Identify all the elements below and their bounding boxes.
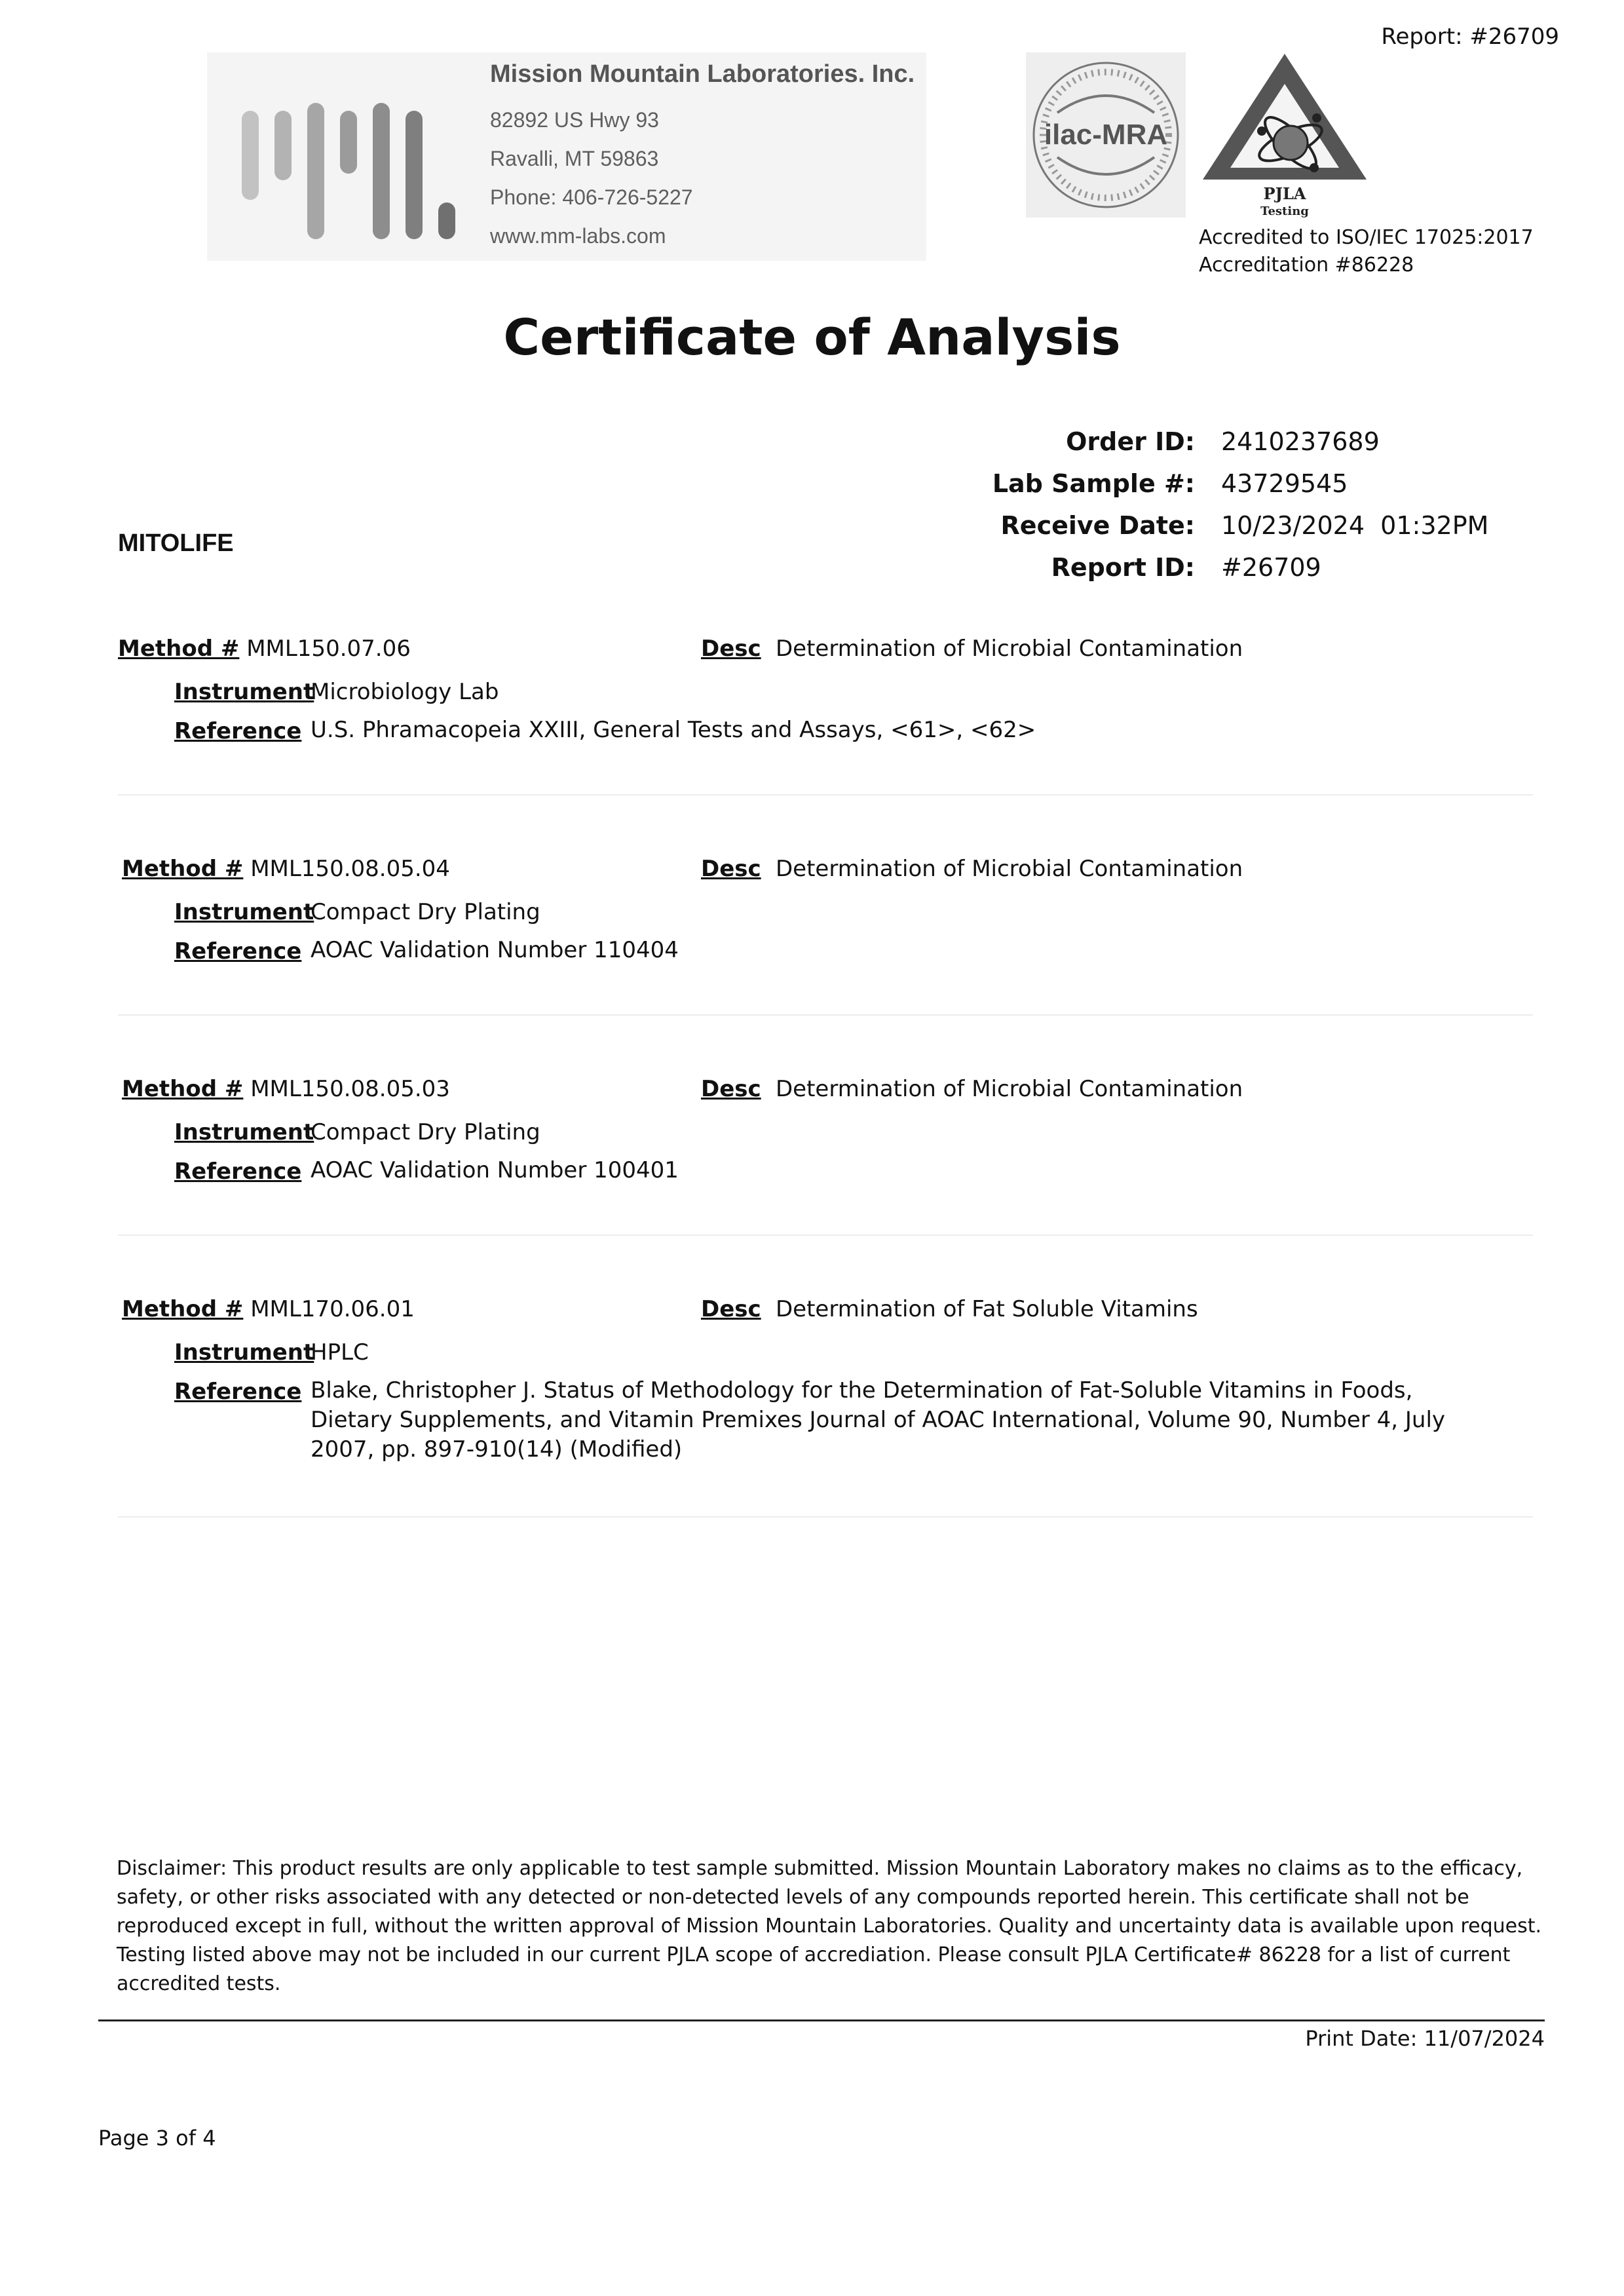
page-number: Page 3 of 4 <box>98 2126 216 2151</box>
method-divider <box>118 1516 1533 1518</box>
pjla-name: PJLA <box>1263 184 1306 203</box>
accreditation-number: Accreditation #86228 <box>1199 254 1414 277</box>
instrument-label: Instrument <box>174 1119 314 1145</box>
pjla-badge <box>1199 51 1370 220</box>
desc-label: Desc <box>701 636 761 662</box>
method-desc: Determination of Microbial Contamination <box>776 1076 1243 1102</box>
receive-date-value: 10/23/2024 01:32PM <box>1221 511 1489 540</box>
pjla-atom-icon <box>1199 51 1370 220</box>
document-title: Certificate of Analysis <box>503 308 1121 366</box>
method-line <box>118 636 411 662</box>
method-number: MML150.07.06 <box>246 636 411 662</box>
reference-label: Reference <box>174 1379 302 1405</box>
lab-letterhead <box>207 52 926 261</box>
method-label: Method # <box>122 856 244 882</box>
print-date: Print Date: 11/07/2024 <box>1305 2026 1545 2051</box>
method-block <box>118 856 1533 1020</box>
reference-label: Reference <box>174 938 302 965</box>
client-name: MITOLIFE <box>118 529 234 557</box>
order-id-value: 2410237689 <box>1221 427 1380 456</box>
disclaimer-text: Disclaimer: This product results are only applicable to test sample submitted. Mission Mountain Laboratory makes no claims as to the efficacy, safety, or other risks associated with any detected or non-detected levels of any compounds reported herein. This certificate shall not be reproduced except in full, without the written approval of Mission Mountain Laboratories. Quality and uncertainty data is available upon request. Testing listed above may not be included in our current PJLA scope of accrediation. Please consult PJLA Certificate# 86228 for a list of current accredited tests. <box>117 1857 1542 1995</box>
report-id-value: #26709 <box>1221 553 1321 582</box>
method-divider <box>118 1234 1533 1236</box>
method-desc: Determination of Microbial Contamination <box>776 636 1243 662</box>
method-instrument: Microbiology Lab <box>311 679 499 705</box>
method-desc: Determination of Microbial Contamination <box>776 856 1243 882</box>
lab-address-line1: 82892 US Hwy 93 <box>490 108 659 132</box>
method-number: MML150.08.05.03 <box>250 1076 450 1102</box>
method-label: Method # <box>122 1296 244 1322</box>
order-id-label: Order ID: <box>1066 427 1195 456</box>
receive-date-label: Receive Date: <box>1000 511 1195 540</box>
method-desc: Determination of Fat Soluble Vitamins <box>776 1296 1198 1322</box>
method-label: Method # <box>118 636 240 662</box>
instrument-label: Instrument <box>174 899 314 925</box>
accreditation-info <box>1199 224 1534 279</box>
report-number-header: Report: #26709 <box>1381 24 1559 50</box>
lab-address-line2: Ravalli, MT 59863 <box>490 147 659 170</box>
reference-label: Reference <box>174 718 302 744</box>
method-number: MML170.06.01 <box>250 1296 415 1322</box>
method-number: MML150.08.05.04 <box>250 856 450 882</box>
footer-divider <box>98 2019 1545 2021</box>
reference-label: Reference <box>174 1158 302 1185</box>
method-block <box>118 1296 1533 1519</box>
lab-phone: Phone: 406-726-5227 <box>490 185 693 209</box>
method-divider <box>118 794 1533 795</box>
method-line <box>122 856 450 882</box>
pjla-sub: Testing <box>1260 204 1309 218</box>
method-block <box>118 1076 1533 1240</box>
method-instrument: HPLC <box>311 1339 369 1366</box>
method-line <box>122 1076 450 1102</box>
lab-name: Mission Mountain Laboratories. Inc. <box>490 60 915 88</box>
report-id-label: Report ID: <box>1051 553 1195 582</box>
lab-sample-label: Lab Sample #: <box>992 469 1195 498</box>
method-reference: Blake, Christopher J. Status of Methodology for the Determination of Fat-Soluble Vitamins in Foods, Dietary Supplements, and Vitamin Premixes Journal of AOAC International, Volume 90, Number 4, July 2007, pp. 897-910(14) (Modified) <box>311 1377 1446 1463</box>
method-label: Method # <box>122 1076 244 1102</box>
method-reference: AOAC Validation Number 100401 <box>311 1157 679 1183</box>
desc-label: Desc <box>701 1296 761 1322</box>
instrument-label: Instrument <box>174 679 314 705</box>
ilac-mra-badge <box>1026 52 1186 218</box>
accreditation-standard: Accredited to ISO/IEC 17025:2017 <box>1199 226 1534 249</box>
instrument-label: Instrument <box>174 1339 314 1366</box>
desc-label: Desc <box>701 856 761 882</box>
desc-label: Desc <box>701 1076 761 1102</box>
method-reference: U.S. Phramacopeia XXIII, General Tests and Assays, <61>, <62> <box>311 717 1036 743</box>
method-reference: AOAC Validation Number 110404 <box>311 937 679 963</box>
method-block <box>118 636 1533 799</box>
method-line <box>122 1296 415 1322</box>
method-divider <box>118 1014 1533 1016</box>
lab-logo <box>231 100 466 250</box>
lab-sample-value: 43729545 <box>1221 469 1348 498</box>
method-instrument: Compact Dry Plating <box>311 899 540 925</box>
ilac-seal-icon <box>1026 52 1186 218</box>
method-instrument: Compact Dry Plating <box>311 1119 540 1145</box>
ilac-text: ilac-MRA <box>1044 119 1168 151</box>
lab-website: www.mm-labs.com <box>490 224 666 248</box>
